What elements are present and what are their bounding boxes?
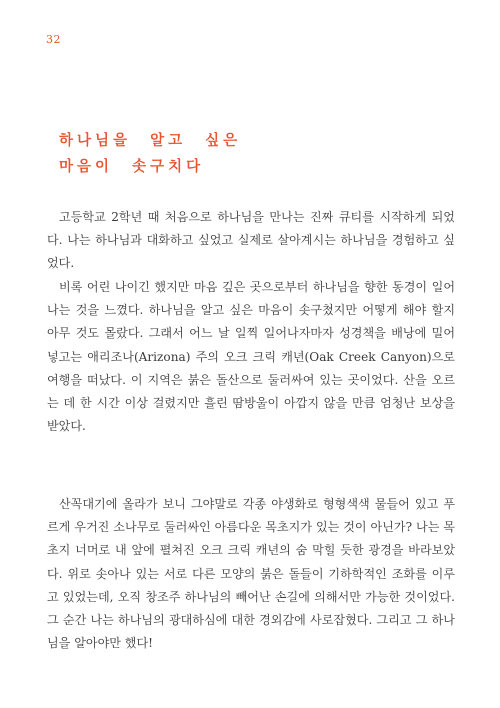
body-paragraph-1: 고등학교 2학년 때 처음으로 하나님을 만나는 진짜 큐티를 시작하게 되었다. 나는 하나님과 대화하고 싶었고 실제로 살아계시는 하나님을 경험하고 싶었다. xyxy=(47,210,455,271)
body-paragraph-3: 산꼭대기에 올라가 보니 그야말로 각종 야생화로 형형색색 물들어 있고 푸르게 우거진 소나무로 둘러싸인 아름다운 목초지가 있는 것이 아닌가? 나는 목초지 너머로 내 앞에 펼쳐진 오크 크릭 캐년의 숨 막힐 듯한 광경을 바라보았다. 위로 솟아나 있는 서로 다른 모양의 붉은 돌들이 기하학적인 조화를 이루고 있었는데, 오직 창조주 하나님의 빼어난 손길에 의해서만 가능한 것이었다. 그 순간 나는 하나님의 광대하심에 대한 경외감에 사로잡혔다. 그리고 그 하나님을 알아야만 했다! xyxy=(47,497,455,651)
section-heading-line-2: 마음이 솟구치다 xyxy=(59,159,205,175)
page-number: 32 xyxy=(46,33,61,46)
body-paragraph-2: 비록 어린 나이긴 했지만 마음 깊은 곳으로부터 하나님을 향한 동경이 일어나는 것을 느꼈다. 하나님을 알고 싶은 마음이 솟구쳤지만 어떻게 해야 할지 아무 것도 몰랐다. 그래서 어느 날 일찍 일어나자마자 성경책을 배낭에 밀어 넣고는 애리조나(Arizona) 주의 오크 크릭 캐년(Oak Creek Canyon)으로 여행을 떠났다. 이 지역은 붉은 돌산으로 둘러싸여 있는 곳이었다. 산을 오르는 데 한 시간 이상 걸렸지만 흘린 땀방울이 아깝지 않을 만큼 엄청난 보상을 받았다. xyxy=(47,280,455,434)
section-heading-line-1: 하나님을 알고 싶은 xyxy=(59,133,242,149)
